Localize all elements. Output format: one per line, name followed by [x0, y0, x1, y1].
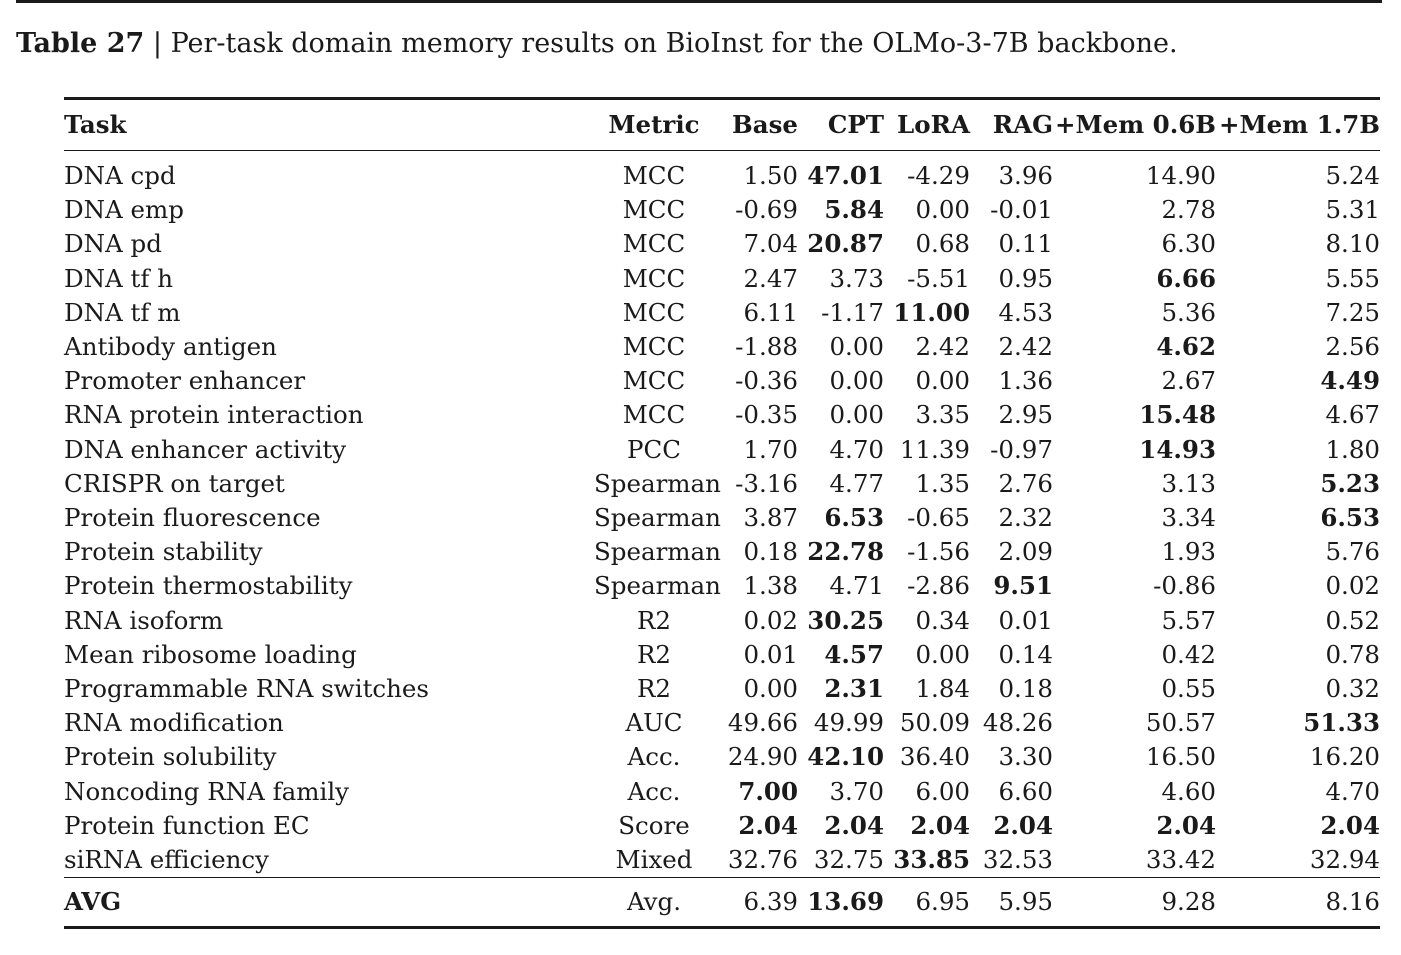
task-cell: DNA emp	[64, 195, 184, 225]
value-cell-cpt: 4.71	[829, 571, 884, 601]
metric-cell: MCC	[622, 297, 686, 327]
col-header-mem-0-6b: +Mem 0.6B	[1053, 99, 1216, 151]
value-cell-mem-0-6b: 14.93	[1139, 434, 1216, 464]
metric-cell: Acc.	[627, 776, 681, 806]
table-row	[64, 433, 1380, 467]
table-row	[64, 501, 1380, 535]
value-cell-mem-0-6b: 15.48	[1139, 400, 1216, 430]
value-cell-rag: 0.01	[998, 605, 1053, 635]
value-cell-mem-1-7b: 2.56	[1325, 332, 1380, 362]
col-header-cpt: CPT	[798, 99, 884, 151]
value-cell-cpt: 4.70	[829, 434, 884, 464]
value-cell-rag: 2.76	[998, 468, 1053, 498]
value-cell-base: 2.04	[738, 810, 798, 840]
value-cell-mem-1-7b: 2.04	[1320, 810, 1380, 840]
metric-cell: R2	[636, 639, 672, 669]
value-cell-mem-0-6b: 6.30	[1161, 229, 1216, 259]
value-cell-lora: 11.39	[899, 434, 970, 464]
task-cell: CRISPR on target	[64, 468, 285, 498]
value-cell-mem-0-6b: 3.13	[1161, 468, 1216, 498]
value-cell-rag: 3.30	[998, 742, 1053, 772]
value-cell-rag: 0.18	[998, 674, 1053, 704]
value-cell-base: 0.01	[743, 639, 798, 669]
value-cell-mem-1-7b: 8.16	[1216, 878, 1380, 928]
metric-cell: MCC	[622, 161, 686, 190]
value-cell-rag: -0.97	[990, 434, 1053, 464]
value-cell-rag: 2.32	[998, 503, 1053, 533]
value-cell-cpt: 4.57	[824, 639, 884, 669]
metric-cell: MCC	[622, 263, 686, 293]
table-row	[64, 535, 1380, 569]
caption-separator: |	[144, 28, 171, 59]
value-cell-mem-0-6b: 2.04	[1156, 810, 1216, 840]
value-cell-mem-1-7b: 0.52	[1325, 605, 1380, 635]
table-label: Table 27	[16, 28, 145, 59]
value-cell-base: 0.02	[743, 605, 798, 635]
value-cell-mem-1-7b: 32.94	[1309, 845, 1380, 875]
value-cell-base: 0.00	[743, 674, 798, 704]
task-cell: Mean ribosome loading	[64, 639, 357, 669]
value-cell-mem-0-6b: 6.66	[1156, 263, 1216, 293]
value-cell-cpt: 3.73	[829, 263, 884, 293]
value-cell-lora: 2.42	[915, 332, 970, 362]
value-cell-cpt: 5.84	[824, 195, 884, 225]
value-cell-cpt: 20.87	[807, 229, 884, 259]
value-cell-rag: 0.95	[998, 263, 1053, 293]
results-table	[64, 97, 1380, 929]
value-cell-base: -1.88	[735, 332, 798, 362]
value-cell-base: 24.90	[727, 742, 798, 772]
value-cell-mem-0-6b: 0.55	[1161, 674, 1216, 704]
task-cell: DNA enhancer activity	[64, 434, 347, 464]
value-cell-mem-1-7b: 51.33	[1303, 708, 1380, 738]
value-cell-mem-0-6b: 0.42	[1161, 639, 1216, 669]
value-cell-mem-0-6b: 16.50	[1145, 742, 1216, 772]
col-header-metric: Metric	[594, 99, 714, 151]
value-cell-mem-0-6b: 2.78	[1161, 195, 1216, 225]
table-body	[64, 151, 1380, 928]
metric-cell: PCC	[627, 434, 681, 464]
value-cell-rag: 4.53	[998, 297, 1053, 327]
value-cell-base: 6.11	[743, 297, 798, 327]
value-cell-mem-1-7b: 5.23	[1320, 468, 1380, 498]
metric-cell: Spearman	[594, 537, 721, 567]
value-cell-mem-1-7b: 0.32	[1325, 674, 1380, 704]
metric-cell: MCC	[622, 332, 686, 362]
value-cell-lora: 0.00	[915, 366, 970, 396]
value-cell-rag: 6.60	[998, 776, 1053, 806]
table-row	[64, 262, 1380, 296]
value-cell-lora: -1.56	[907, 537, 970, 567]
value-cell-lora: 0.00	[915, 639, 970, 669]
col-header-rag: RAG	[970, 99, 1053, 151]
col-header-lora: LoRA	[884, 99, 970, 151]
avg-row	[64, 878, 1380, 928]
metric-cell: MCC	[622, 366, 686, 396]
table-row	[64, 740, 1380, 774]
value-cell-mem-0-6b: -0.86	[1153, 571, 1216, 601]
value-cell-mem-1-7b: 16.20	[1309, 742, 1380, 772]
value-cell-cpt: 0.00	[829, 332, 884, 362]
value-cell-lora: 36.40	[899, 742, 970, 772]
value-cell-mem-0-6b: 14.90	[1145, 161, 1216, 190]
value-cell-cpt: -1.17	[821, 297, 884, 327]
table-row	[64, 672, 1380, 706]
table-row	[64, 330, 1380, 364]
value-cell-mem-0-6b: 33.42	[1145, 845, 1216, 875]
task-cell: DNA tf h	[64, 263, 174, 293]
value-cell-base: 1.38	[743, 571, 798, 601]
value-cell-rag: 48.26	[982, 708, 1053, 738]
value-cell-lora: 50.09	[899, 708, 970, 738]
metric-cell: R2	[636, 674, 672, 704]
value-cell-mem-1-7b: 8.10	[1325, 229, 1380, 259]
header-row	[64, 99, 1380, 151]
value-cell-cpt: 22.78	[807, 537, 884, 567]
value-cell-cpt: 4.77	[829, 468, 884, 498]
value-cell-base: -0.69	[735, 195, 798, 225]
value-cell-mem-1-7b: 5.76	[1325, 537, 1380, 567]
value-cell-cpt: 49.99	[813, 708, 884, 738]
metric-cell: Spearman	[594, 468, 721, 498]
caption-text: Per-task domain memory results on BioInst for the OLMo-3-7B backbone.	[170, 28, 1178, 59]
value-cell-base: 49.66	[727, 708, 798, 738]
value-cell-lora: 0.68	[915, 229, 970, 259]
task-cell: Programmable RNA switches	[64, 674, 429, 704]
metric-cell: AUC	[625, 708, 683, 738]
value-cell-lora: 6.95	[884, 878, 970, 928]
table-row	[64, 604, 1380, 638]
value-cell-lora: -4.29	[907, 161, 970, 190]
table-caption	[16, 26, 1386, 62]
value-cell-rag: 32.53	[982, 845, 1053, 875]
value-cell-cpt: 32.75	[813, 845, 884, 875]
value-cell-base: 0.18	[743, 537, 798, 567]
value-cell-base: 1.50	[743, 161, 798, 190]
value-cell-cpt: 13.69	[798, 878, 884, 928]
value-cell-base: 2.47	[743, 263, 798, 293]
value-cell-mem-0-6b: 1.93	[1161, 537, 1216, 567]
value-cell-mem-0-6b: 50.57	[1145, 708, 1216, 738]
value-cell-mem-0-6b: 4.62	[1156, 332, 1216, 362]
value-cell-rag: 1.36	[998, 366, 1053, 396]
table-row	[64, 775, 1380, 809]
top-rule	[16, 0, 1382, 3]
value-cell-mem-1-7b: 5.31	[1325, 195, 1380, 225]
value-cell-mem-0-6b: 3.34	[1161, 503, 1216, 533]
results-table-wrapper	[64, 97, 1380, 929]
table-row	[64, 467, 1380, 501]
metric-cell: Acc.	[627, 742, 681, 772]
table-row	[64, 569, 1380, 603]
value-cell-mem-0-6b: 4.60	[1161, 776, 1216, 806]
value-cell-rag: -0.01	[990, 195, 1053, 225]
value-cell-rag: 2.04	[993, 810, 1053, 840]
value-cell-lora: 1.84	[915, 674, 970, 704]
value-cell-lora: 3.35	[915, 400, 970, 430]
value-cell-base: 6.39	[714, 878, 798, 928]
value-cell-lora: 6.00	[915, 776, 970, 806]
metric-cell: Avg.	[594, 878, 714, 928]
task-cell: Promoter enhancer	[64, 366, 306, 396]
value-cell-rag: 2.42	[998, 332, 1053, 362]
value-cell-lora: 0.00	[915, 195, 970, 225]
value-cell-cpt: 3.70	[829, 776, 884, 806]
task-cell: RNA modification	[64, 708, 284, 738]
col-header-mem-1-7b: +Mem 1.7B	[1216, 99, 1380, 151]
value-cell-mem-1-7b: 7.25	[1325, 297, 1380, 327]
value-cell-rag: 9.51	[993, 571, 1053, 601]
value-cell-base: -0.35	[735, 400, 798, 430]
value-cell-lora: 0.34	[915, 605, 970, 635]
value-cell-lora: 1.35	[915, 468, 970, 498]
value-cell-rag: 0.14	[998, 639, 1053, 669]
metric-cell: Spearman	[594, 503, 721, 533]
value-cell-rag: 5.95	[970, 878, 1053, 928]
value-cell-lora: 11.00	[893, 297, 970, 327]
task-cell: Protein solubility	[64, 742, 277, 772]
value-cell-mem-1-7b: 4.67	[1325, 400, 1380, 430]
value-cell-lora: -2.86	[907, 571, 970, 601]
task-cell: RNA isoform	[64, 605, 224, 635]
value-cell-rag: 3.96	[998, 161, 1053, 190]
table-row	[64, 227, 1380, 261]
task-cell: Protein thermostability	[64, 571, 353, 601]
table-row	[64, 296, 1380, 330]
value-cell-cpt: 0.00	[829, 366, 884, 396]
value-cell-mem-1-7b: 4.70	[1325, 776, 1380, 806]
table-row	[64, 706, 1380, 740]
value-cell-cpt: 42.10	[807, 742, 884, 772]
value-cell-base: 3.87	[743, 503, 798, 533]
table-row	[64, 193, 1380, 227]
metric-cell: R2	[636, 605, 672, 635]
value-cell-lora: 2.04	[910, 810, 970, 840]
value-cell-mem-1-7b: 5.24	[1325, 161, 1380, 190]
value-cell-base: 7.00	[738, 776, 798, 806]
value-cell-base: 1.70	[743, 434, 798, 464]
task-cell: DNA pd	[64, 229, 162, 259]
task-cell: siRNA efficiency	[64, 845, 269, 875]
task-cell: Protein stability	[64, 537, 263, 567]
value-cell-cpt: 2.31	[824, 674, 884, 704]
table-row	[64, 843, 1380, 878]
value-cell-rag: 0.11	[998, 229, 1053, 259]
table-row	[64, 638, 1380, 672]
task-cell: Protein fluorescence	[64, 503, 321, 533]
value-cell-mem-0-6b: 9.28	[1053, 878, 1216, 928]
table-row	[64, 364, 1380, 398]
value-cell-cpt: 47.01	[807, 161, 884, 190]
value-cell-rag: 2.95	[998, 400, 1053, 430]
value-cell-mem-1-7b: 6.53	[1320, 503, 1380, 533]
task-cell: DNA cpd	[64, 161, 176, 190]
metric-cell: MCC	[622, 400, 686, 430]
value-cell-mem-0-6b: 2.67	[1161, 366, 1216, 396]
value-cell-mem-0-6b: 5.36	[1161, 297, 1216, 327]
value-cell-cpt: 30.25	[807, 605, 884, 635]
value-cell-rag: 2.09	[998, 537, 1053, 567]
metric-cell: MCC	[622, 195, 686, 225]
metric-cell: MCC	[622, 229, 686, 259]
task-cell: DNA tf m	[64, 297, 181, 327]
task-cell: Protein function EC	[64, 810, 310, 840]
value-cell-mem-1-7b: 5.55	[1325, 263, 1380, 293]
task-cell: RNA protein interaction	[64, 400, 364, 430]
task-cell: Noncoding RNA family	[64, 776, 349, 806]
value-cell-mem-1-7b: 1.80	[1325, 434, 1380, 464]
table-row	[64, 151, 1380, 194]
value-cell-lora: -0.65	[907, 503, 970, 533]
col-header-base: Base	[714, 99, 798, 151]
value-cell-mem-1-7b: 0.02	[1325, 571, 1380, 601]
value-cell-base: 32.76	[727, 845, 798, 875]
task-cell: Antibody antigen	[64, 332, 277, 362]
metric-cell: Score	[618, 810, 690, 840]
value-cell-cpt: 6.53	[824, 503, 884, 533]
value-cell-base: -0.36	[735, 366, 798, 396]
value-cell-lora: 33.85	[893, 845, 970, 875]
value-cell-mem-1-7b: 4.49	[1320, 366, 1380, 396]
metric-cell: Spearman	[594, 571, 721, 601]
value-cell-cpt: 0.00	[829, 400, 884, 430]
table-row	[64, 809, 1380, 843]
value-cell-cpt: 2.04	[824, 810, 884, 840]
metric-cell: Mixed	[615, 845, 693, 875]
value-cell-lora: -5.51	[907, 263, 970, 293]
value-cell-base: -3.16	[735, 468, 798, 498]
col-header-task: Task	[64, 99, 594, 151]
value-cell-base: 7.04	[743, 229, 798, 259]
value-cell-mem-0-6b: 5.57	[1161, 605, 1216, 635]
value-cell-mem-1-7b: 0.78	[1325, 639, 1380, 669]
table-row	[64, 398, 1380, 432]
task-cell: AVG	[64, 878, 594, 928]
